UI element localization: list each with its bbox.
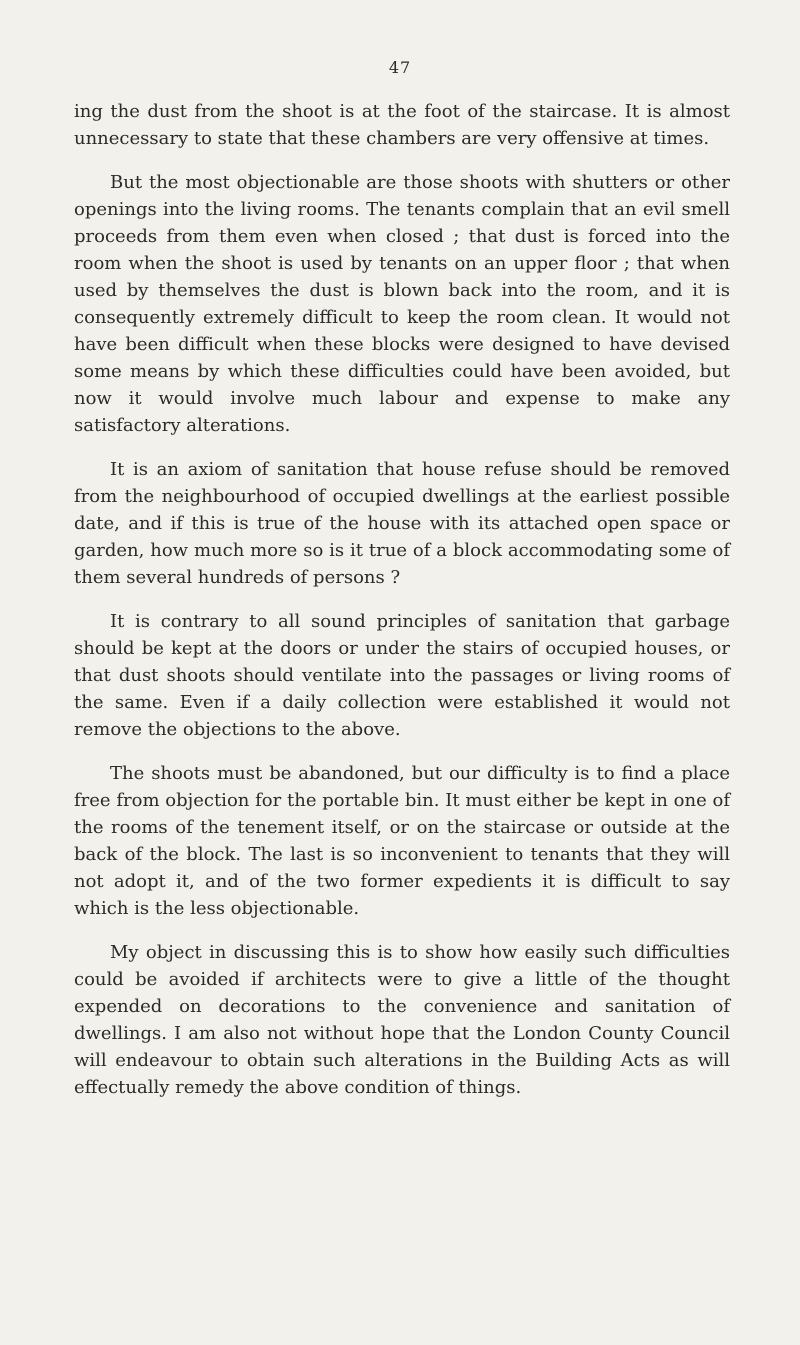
paragraph-3: It is an axiom of sanitation that house refuse should be removed from the neighbourhood of occupied dwellings at the earliest possible date, and if this is true of the house with its attached open space or garden, how much more so is it true of a block accommodating some of them several hundreds of persons ?: [74, 459, 730, 588]
paragraph-4: It is contrary to all sound principles of sanitation that garbage should be kept at the doors or under the stairs of occupied houses, or that dust shoots should ventilate into the passages or living rooms of the same. Even if a daily collection were established it would not remove the objections to the above.: [74, 611, 730, 740]
paragraph-2: But the most objectionable are those shoots with shutters or other openings into the living rooms. The tenants complain that an evil smell proceeds from them even when closed ; that dust is forced into the room when the shoot is used by tenants on an upper floor ; that when used by themselves the dust is blown back into the room, and it is consequently extremely difficult to keep the room clean. It would not have been difficult when these blocks were designed to have devised some means by which these difficulties could have been avoided, but now it would involve much labour and expense to make any satisfactory alterations.: [74, 172, 730, 436]
page-number: 47: [388, 58, 412, 77]
body-text: [74, 98, 730, 1118]
paragraph-1: ing the dust from the shoot is at the foot of the staircase. It is almost unnecessary to state that these chambers are very offensive at times.: [74, 101, 730, 149]
paragraph-6: My object in discussing this is to show how easily such difficulties could be avoided if architects were to give a little of the thought expended on decorations to the convenience and sanitation of dwellings. I am also not without hope that the London County Council will endeavour to obtain such alterations in the Building Acts as will effectually remedy the above condition of things.: [74, 942, 730, 1098]
paragraph-5: The shoots must be abandoned, but our difficulty is to find a place free from objection for the portable bin. It must either be kept in one of the rooms of the tenement itself, or on the staircase or outside at the back of the block. The last is so inconvenient to tenants that they will not adopt it, and of the two former expedients it is difficult to say which is the less objectionable.: [74, 763, 730, 919]
